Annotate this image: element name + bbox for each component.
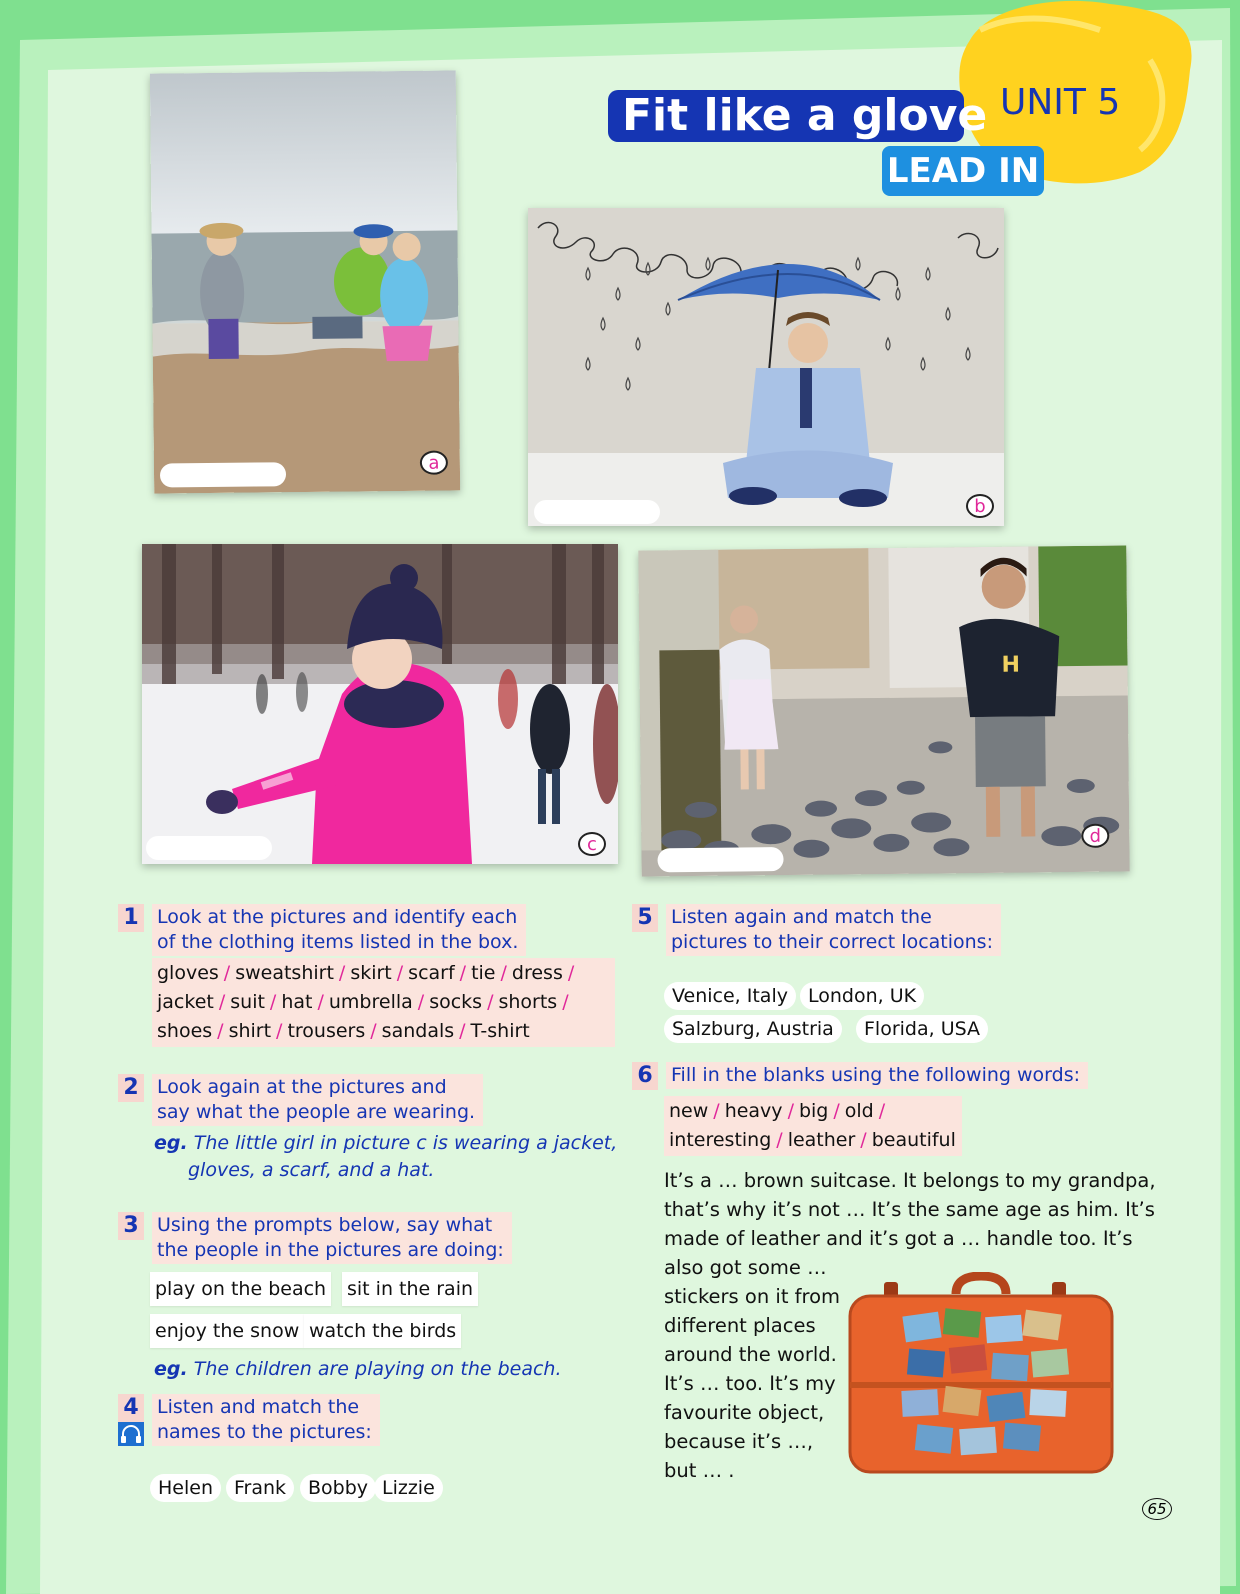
exercise-3-instruction-line: Using the prompts below, say what [157,1214,493,1236]
exercise-4-number: 4 [118,1394,144,1422]
word: old [844,1100,874,1122]
exercise-3-number: 3 [118,1212,144,1240]
exercise-2-number: 2 [118,1074,144,1102]
word: socks [429,991,483,1013]
example-text: The little girl in picture c is wearing a jacket, [193,1132,618,1154]
exercise-5-number: 5 [632,904,658,932]
exercise-1-instruction [152,904,526,956]
exercise-5-instruction-line: Listen again and match the [671,906,932,928]
example-label: eg. [154,1132,188,1154]
word: gloves [157,962,219,984]
example-line: gloves, a scarf, and a hat. [188,1159,435,1181]
caption-blank-c [146,836,272,860]
paragraph-line: It’s a … brown suitcase. It belongs to my grandpa, [664,1169,1156,1192]
exercise-4-instruction-line: Listen and match the [157,1396,360,1418]
page-number: 65 [1142,1498,1172,1520]
word: shorts [498,991,558,1013]
section-label: LEAD IN [882,146,1044,196]
exercise-1-instruction-line: Look at the pictures and identify each [157,906,518,928]
location-chip: London, UK [800,982,924,1010]
word: shirt [228,1020,272,1042]
word: suit [230,991,265,1013]
example-line [154,1130,617,1157]
exercise-2-example [154,1130,617,1184]
word: dress [511,962,563,984]
word-line: interesting / leather / beautiful [669,1129,956,1151]
word: skirt [350,962,392,984]
photo-c [142,544,618,864]
paragraph-line: that’s why it’s not … It’s the same age as him. It’s [664,1198,1155,1221]
word: umbrella [328,991,413,1013]
paragraph-line: It’s … too. It’s my [664,1372,836,1395]
name-chip: Helen [150,1474,221,1502]
photo-a [150,70,460,493]
location-chip: Florida, USA [856,1015,988,1043]
paragraph-line: around the world. [664,1343,837,1366]
exercise-5-instruction [666,904,1001,956]
exercise-5-instruction-line: pictures to their correct locations: [671,931,993,953]
caption-blank-b [534,500,660,524]
word-line: shoes / shirt / trousers / sandals / T-shirt [157,1020,530,1042]
exercise-3-example [154,1356,562,1383]
photo-label-c: c [578,832,606,856]
word: interesting [669,1129,772,1151]
page-title: Fit like a glove [608,90,964,142]
exercise-3-instruction-line: the people in the pictures are doing: [157,1239,504,1261]
word: new [669,1100,709,1122]
exercise-3-instruction [152,1212,512,1264]
paragraph-line: but … . [664,1459,735,1482]
word-line: new / heavy / big / old / [669,1100,886,1122]
photo-b [528,208,1004,526]
photo-label-a: a [420,451,448,475]
word: leather [787,1129,856,1151]
word: sandals [381,1020,455,1042]
word-line: gloves / sweatshirt / skirt / scarf / tie / dress / [157,962,575,984]
caption-blank-d [657,847,783,872]
prompt-card: sit in the rain [342,1272,478,1306]
word-line: jacket / suit / hat / umbrella / socks / shorts / [157,991,569,1013]
adjective-word-box [664,1096,962,1156]
caption-blank-a [160,462,286,487]
exercise-6-instruction [666,1062,1088,1089]
exercise-4-instruction [152,1394,380,1446]
exercise-2-instruction [152,1074,483,1126]
prompt-card: play on the beach [150,1272,331,1306]
paragraph-line: favourite object, [664,1401,825,1424]
exercise-6-instruction-line: Fill in the blanks using the following words: [671,1064,1081,1086]
exercise-1-instruction-line: of the clothing items listed in the box. [157,931,519,953]
word: sweatshirt [235,962,334,984]
name-chip: Bobby [300,1474,376,1502]
headphones-icon[interactable] [118,1422,144,1446]
exercise-1-number: 1 [118,904,144,932]
photo-label-b: b [966,494,994,518]
paragraph-line: made of leather and it’s got a … handle too. It’s [664,1227,1133,1250]
exercise-6-number: 6 [632,1062,658,1090]
prompt-card: watch the birds [304,1314,461,1348]
example-label: eg. [154,1358,188,1380]
name-chip: Lizzie [374,1474,443,1502]
word: T-shirt [470,1020,530,1042]
word: tie [471,962,496,984]
svg-text:H: H [1001,652,1021,678]
word: trousers [287,1020,366,1042]
location-chip: Venice, Italy [664,982,796,1010]
location-chip: Salzburg, Austria [664,1015,842,1043]
word: heavy [724,1100,783,1122]
paragraph-line: because it’s …, [664,1430,814,1453]
word: jacket [157,991,214,1013]
unit-label: UNIT 5 [1000,82,1121,123]
photo-d [638,545,1129,876]
paragraph-line: also got some … [664,1256,827,1279]
suitcase-image [846,1272,1116,1482]
word: big [798,1100,829,1122]
photo-label-d: d [1081,824,1109,848]
exercise-2-instruction-line: say what the people are wearing. [157,1101,476,1123]
word: shoes [157,1020,213,1042]
word: hat [281,991,313,1013]
prompt-card: enjoy the snow [150,1314,304,1348]
word: scarf [408,962,455,984]
example-text: The children are playing on the beach. [193,1358,562,1380]
exercise-2-instruction-line: Look again at the pictures and [157,1076,447,1098]
clothing-word-box [152,958,615,1047]
paragraph-line: different places [664,1314,816,1337]
paragraph-line: stickers on it from [664,1285,841,1308]
name-chip: Frank [226,1474,294,1502]
exercise-4-instruction-line: names to the pictures: [157,1421,372,1443]
word: beautiful [871,1129,956,1151]
